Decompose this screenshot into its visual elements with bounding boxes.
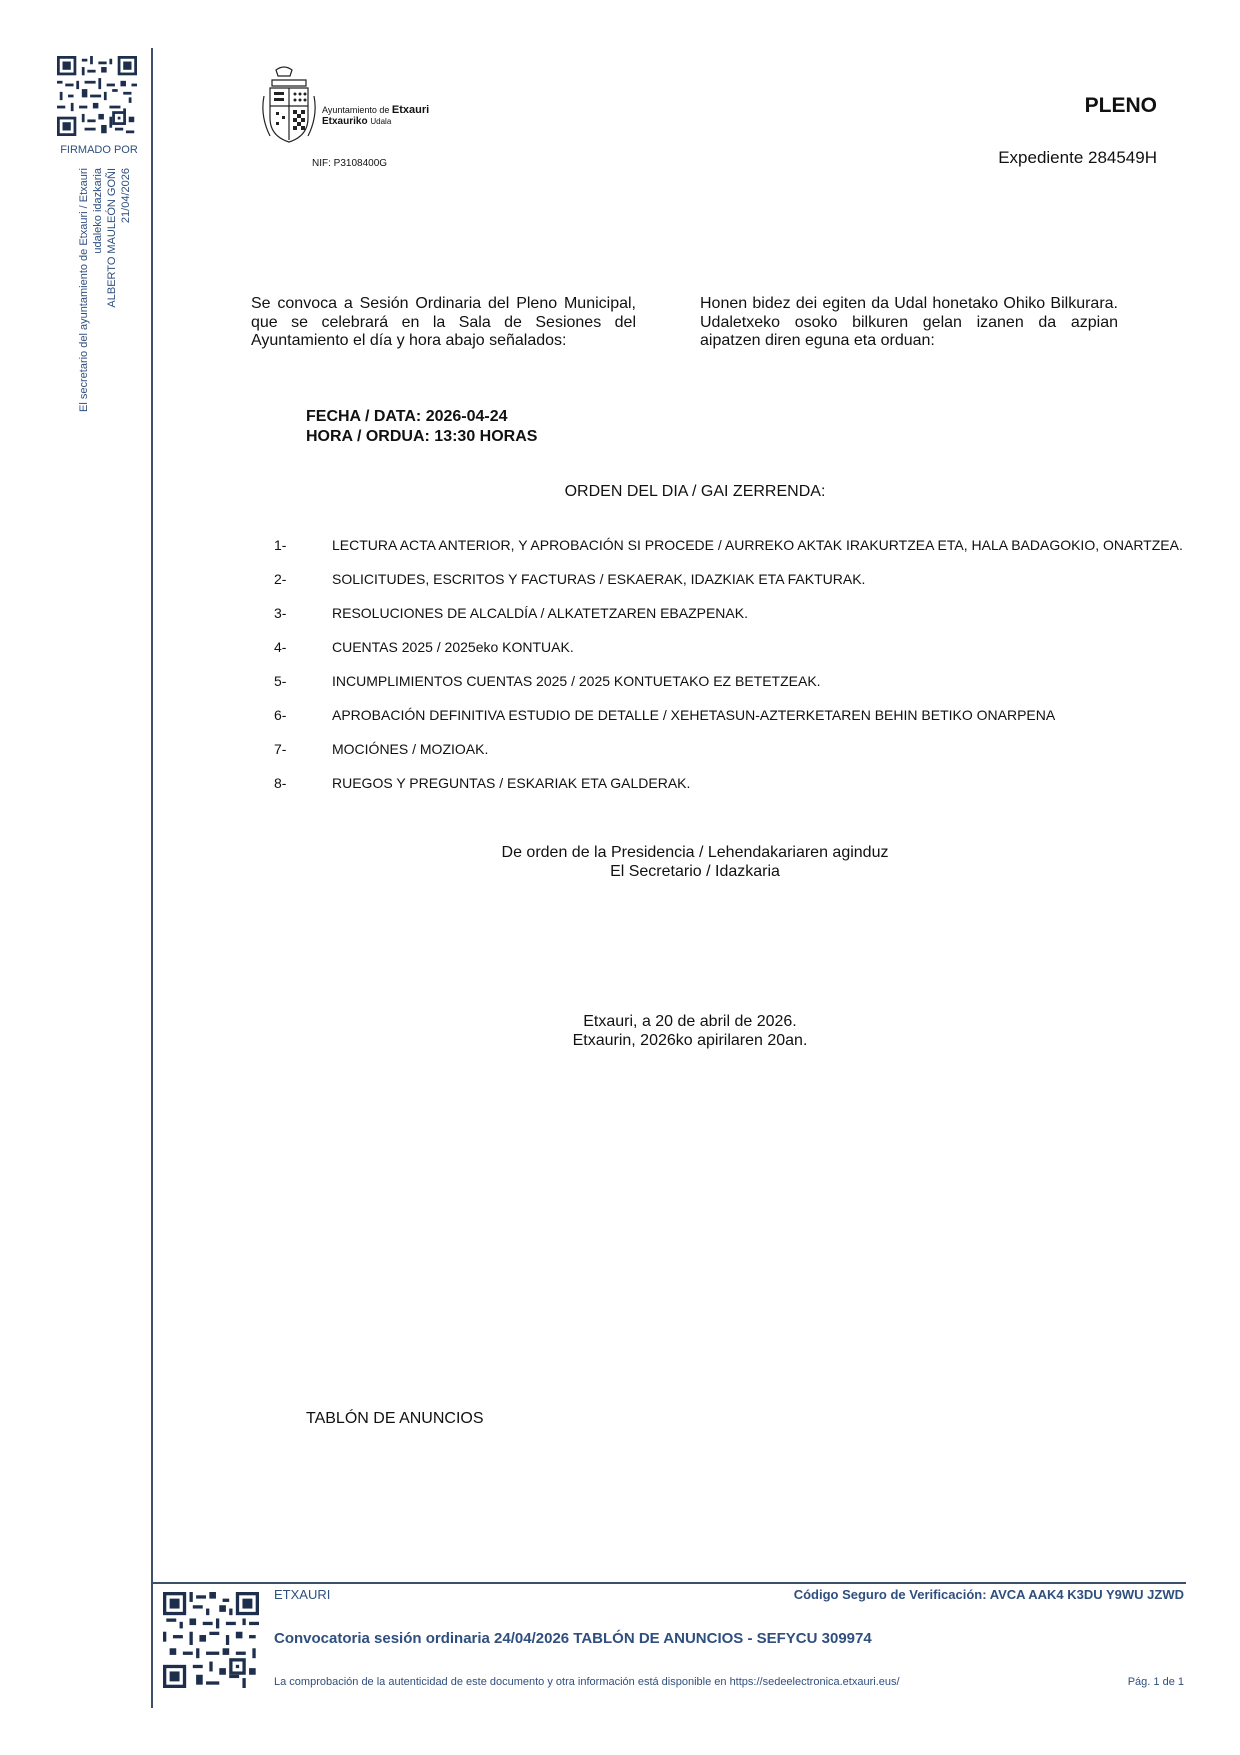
signer-block <box>22 168 172 448</box>
agenda-item-number: 8- <box>274 775 287 791</box>
logo-wordmark-es: Ayuntamiento de Etxauri <box>322 104 430 116</box>
agenda-item <box>274 707 1214 724</box>
intro-spanish: Se convoca a Sesión Ordinaria del Pleno Municipal, que se celebrará en la Sala de Sesiones del Ayuntamiento el día y hora abajo señalados: <box>251 295 636 349</box>
agenda-item-text: RUEGOS Y PREGUNTAS / ESKARIAK ETA GALDERAK. <box>332 775 691 791</box>
agenda-item <box>274 605 1214 622</box>
agenda-item <box>274 741 1214 758</box>
signature-date: 21/04/2026 <box>120 168 132 224</box>
intro-basque: Honen bidez dei egiten da Udal honetako Ohiko Bilkurara. Udaletxeko osoko bilkuren gelan izanen da azpian aipatzen diren eguna eta orduan: <box>700 295 1118 349</box>
verification-code: Código Seguro de Verificación: AVCA AAK4 K3DU Y9WU JZWD <box>793 1587 1184 1602</box>
agenda-item-text: INCUMPLIMIENTOS CUENTAS 2025 / 2025 KONTUETAKO EZ BETETZEAK. <box>332 673 821 689</box>
place-date-block <box>440 1012 940 1050</box>
agenda-item <box>274 775 1214 792</box>
agenda-item-text: CUENTAS 2025 / 2025eko KONTUAK. <box>332 639 574 655</box>
place-date-eu: Etxaurin, 2026ko apirilaren 20an. <box>572 1032 808 1049</box>
footer-document-title: Convocatoria sesión ordinaria 24/04/2026 TABLÓN DE ANUNCIOS - SEFYCU 309974 <box>274 1630 872 1647</box>
agenda-item <box>274 571 1214 588</box>
file-number: Expediente 284549H <box>998 148 1157 167</box>
notice-board-label: TABLÓN DE ANUNCIOS <box>306 1410 484 1427</box>
meeting-time: HORA / ORDUA: 13:30 HORAS <box>306 428 538 445</box>
authenticity-note: La comprobación de la autenticidad de este documento y otra información está disponible en https://sedeelectronica.etxauri.eus/ <box>274 1676 900 1688</box>
agenda-item-text: MOCIÓNES / MOZIOAK. <box>332 741 489 757</box>
agenda-item-number: 1- <box>274 537 287 553</box>
agenda-item-text: LECTURA ACTA ANTERIOR, Y APROBACIÓN SI PROCEDE / AURREKO AKTAK IRAKURTZEA ETA, HALA BADAGOKIO, ONARTZEA. <box>332 537 1183 553</box>
place-date-es: Etxauri, a 20 de abril de 2026. <box>583 1013 797 1030</box>
signature-block <box>370 843 1020 881</box>
agenda-item-text: APROBACIÓN DEFINITIVA ESTUDIO DE DETALLE / XEHETASUN-AZTERKETAREN BEHIN BETIKO ONARPENA <box>332 707 1056 723</box>
agenda-item-number: 3- <box>274 605 287 621</box>
agenda-item <box>274 639 1214 656</box>
signer-name: ALBERTO MAULEÓN GOÑI <box>106 168 118 308</box>
agenda-item-number: 6- <box>274 707 287 723</box>
agenda-item-number: 7- <box>274 741 287 757</box>
agenda-item <box>274 537 1214 554</box>
page-number: Pág. 1 de 1 <box>1127 1676 1184 1688</box>
footer-entity: ETXAURI <box>274 1587 331 1602</box>
meeting-datetime <box>306 407 537 447</box>
document-title: PLENO <box>1084 94 1157 117</box>
signer-line: udaleko idazkaria <box>92 168 104 254</box>
agenda-item-number: 2- <box>274 571 287 587</box>
agenda-item-text: SOLICITUDES, ESCRITOS Y FACTURAS / ESKAERAK, IDAZKIAK ETA FAKTURAK. <box>332 571 866 587</box>
meeting-date: FECHA / DATA: 2026-04-24 <box>306 408 508 425</box>
order-line: De orden de la Presidencia / Lehendakariaren aginduz <box>501 844 889 861</box>
agenda-item-number: 5- <box>274 673 287 689</box>
signer-line: El secretario del ayuntamiento de Etxauri / Etxauri <box>78 168 90 412</box>
secretary-line: El Secretario / Idazkaria <box>610 863 780 880</box>
footer-rule <box>153 1582 1186 1584</box>
agenda-item-number: 4- <box>274 639 287 655</box>
logo-wordmark-eu: Etxauriko Udala <box>322 116 392 127</box>
agenda-list <box>274 537 1214 809</box>
footer-qr-code[interactable] <box>163 1592 259 1688</box>
signed-by-label: FIRMADO POR <box>60 144 138 156</box>
agenda-item-text: RESOLUCIONES DE ALCALDÍA / ALKATETZAREN EBAZPENAK. <box>332 605 748 621</box>
verification-qr-code[interactable] <box>57 56 137 136</box>
agenda-item <box>274 673 1214 690</box>
agenda-heading: ORDEN DEL DIA / GAI ZERRENDA: <box>564 483 826 500</box>
nif-number: NIF: P3108400G <box>312 158 388 169</box>
